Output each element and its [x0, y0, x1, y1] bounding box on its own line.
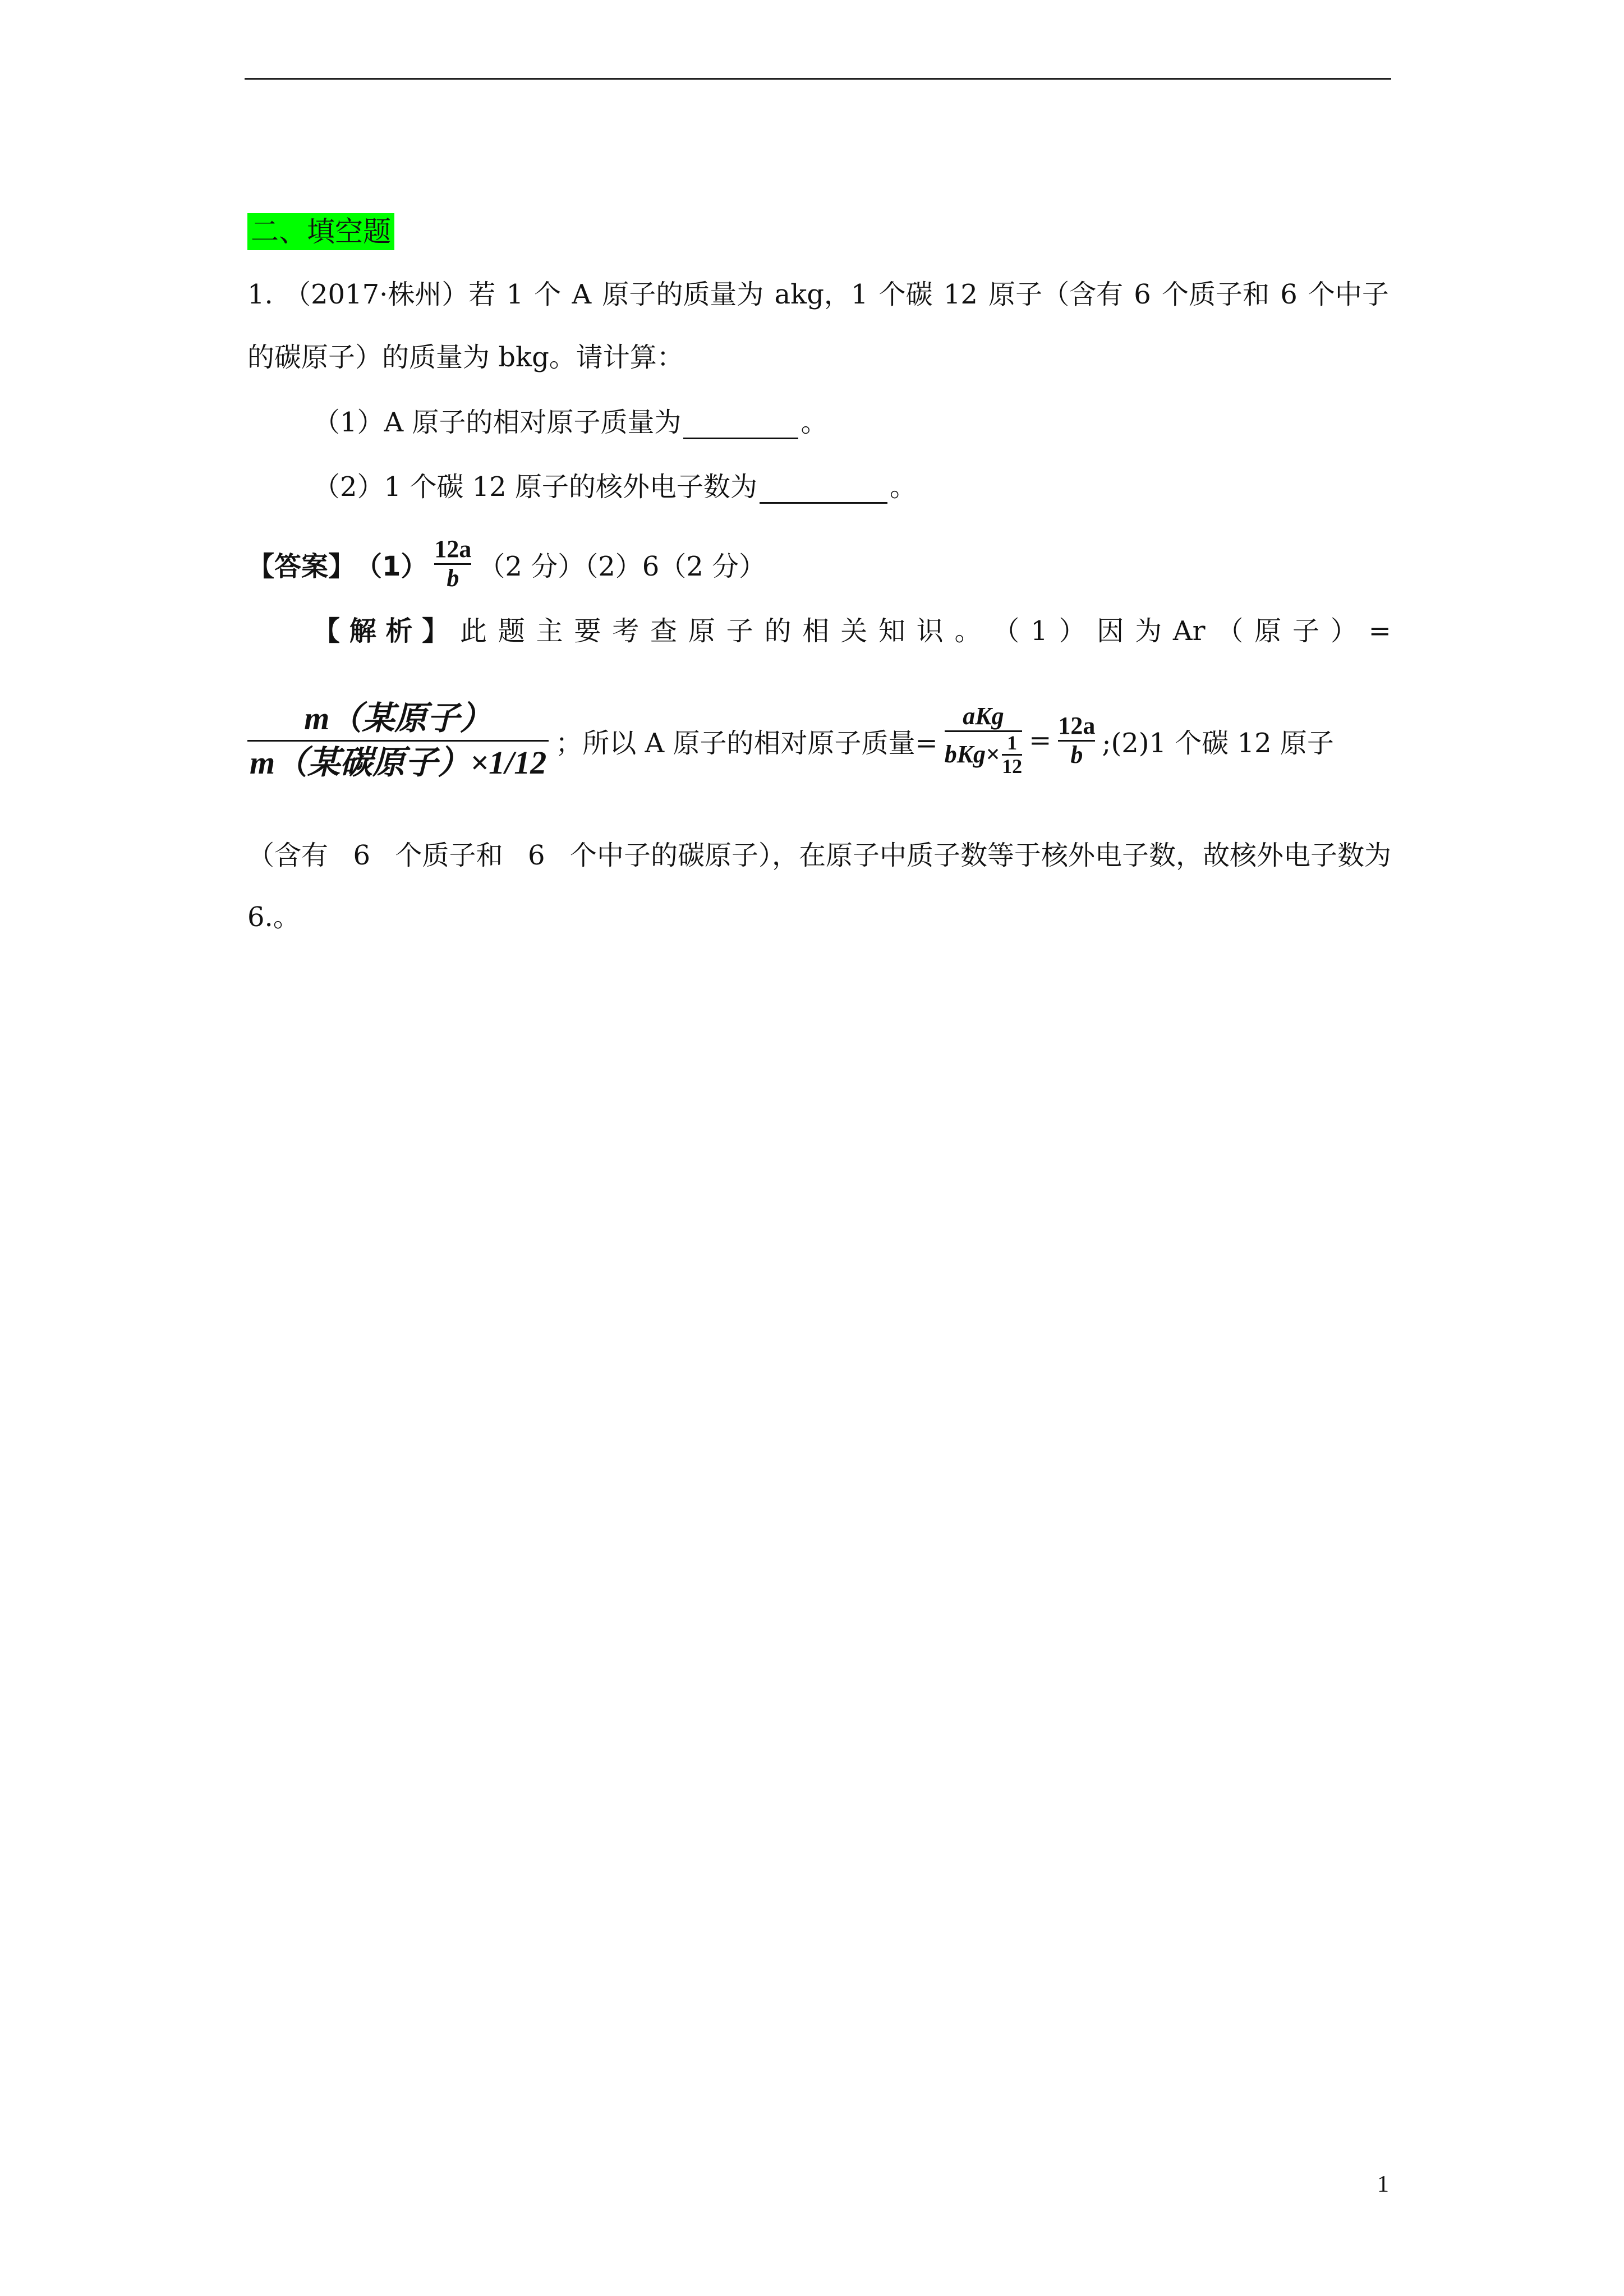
analysis-word: 6: [527, 840, 545, 871]
question-word: 个中子: [1308, 279, 1389, 310]
page-number: 1: [1377, 2171, 1389, 2197]
calculation-numerator: aKg: [963, 702, 1004, 730]
relative-mass-formula: [247, 697, 549, 784]
analysis-char: 因: [1097, 615, 1124, 647]
one-twelfth-fraction: [1002, 732, 1022, 778]
analysis-word: 个质子和: [395, 840, 503, 871]
question-word: （2017·株州）若: [283, 279, 496, 310]
analysis-char: 查: [650, 615, 678, 647]
equals-sign: =: [1029, 725, 1052, 756]
calculation-fraction: [945, 703, 1022, 778]
one-twelfth-numerator: 1: [1007, 731, 1018, 754]
analysis-word: （含有: [247, 840, 329, 871]
question-word: 12: [943, 279, 978, 310]
analysis-label: 【 解 析 】: [313, 615, 449, 647]
analysis-char: 题: [498, 615, 525, 647]
sub-question-2-end: 。: [889, 471, 917, 503]
analysis-tail-text: ;(2)1 个碳 12 原子: [1102, 727, 1334, 759]
analysis-char: ）: [1330, 615, 1358, 647]
result-fraction: [1058, 712, 1095, 769]
question-line-1: [247, 278, 1389, 311]
analysis-char: ）: [1059, 615, 1086, 647]
analysis-char: （: [1216, 615, 1244, 647]
answer-blank-1[interactable]: [683, 413, 798, 439]
question-word: 1: [506, 279, 524, 310]
question-word: 6: [1134, 279, 1151, 310]
analysis-line-1: [313, 611, 1391, 651]
analysis-char: 1: [1030, 615, 1048, 647]
sub-question-1: [313, 406, 827, 439]
answer-blank-2[interactable]: [760, 477, 887, 504]
answer-fraction: [434, 536, 471, 592]
question-word: 1.: [247, 279, 273, 310]
analysis-char: 关: [840, 615, 868, 647]
analysis-word: 6: [353, 840, 371, 871]
analysis-char: 原: [1254, 615, 1282, 647]
header-rule: [245, 78, 1391, 80]
analysis-char: Ar: [1172, 615, 1206, 647]
answer-rest: （2 分）（2）6（2 分）: [478, 550, 766, 582]
calculation-denominator: [945, 732, 1022, 778]
question-word: 6: [1280, 279, 1298, 310]
question-word: akg，1: [774, 279, 868, 310]
analysis-char: =: [1368, 615, 1391, 647]
analysis-char: 的: [764, 615, 792, 647]
sub-question-2-text: （2）1 个碳 12 原子的核外电子数为: [313, 471, 757, 503]
sub-question-1-end: 。: [801, 407, 828, 438]
formula-row: [247, 665, 1334, 816]
formula-denominator: m（某碳原子）×1/12: [250, 744, 547, 781]
answer-part-1: （1）: [355, 550, 428, 582]
question-word: A: [572, 279, 592, 310]
sub-question-1-text: （1）A 原子的相对原子质量为: [313, 407, 682, 438]
analysis-char: 考: [612, 615, 640, 647]
analysis-char: 识: [916, 615, 944, 647]
answer-fraction-denominator: b: [447, 564, 459, 592]
question-line-2: 的碳原子）的质量为 bkg。请计算：: [247, 342, 684, 373]
analysis-char: 子: [1292, 615, 1319, 647]
analysis-middle-text: ；所以 A 原子的相对原子质量=: [555, 727, 938, 759]
analysis-char: 知: [878, 615, 905, 647]
analysis-char: 子: [726, 615, 753, 647]
question-word: 个碳: [878, 279, 933, 310]
calculation-denominator-main: bKg×: [944, 740, 1000, 769]
section-title-highlighted: 二、填空题: [247, 213, 394, 250]
result-denominator: b: [1070, 740, 1083, 769]
answer-label: 【答案】: [247, 550, 356, 582]
analysis-char: （: [992, 615, 1020, 647]
analysis-line-3: [247, 836, 1391, 875]
answer-fraction-numerator: 12a: [434, 535, 472, 563]
answer-line: [247, 527, 766, 600]
question-word: 个质子和: [1162, 279, 1270, 310]
analysis-char: 要: [574, 615, 601, 647]
question-word: 个: [534, 279, 562, 310]
formula-numerator: m（某原子）: [304, 700, 493, 737]
result-numerator: 12a: [1058, 712, 1096, 740]
sub-question-2: [313, 470, 917, 504]
question-word: 原子的质量为: [602, 279, 764, 310]
analysis-word: 个中子的碳原子），在原子中质子数等于核外电子数，故核外电子数为: [569, 840, 1391, 871]
analysis-char: 主: [536, 615, 563, 647]
analysis-char: 此: [459, 615, 487, 647]
analysis-char: 相: [802, 615, 830, 647]
question-word: 原子（含有: [988, 279, 1124, 310]
analysis-line-4: 6.。: [247, 901, 300, 933]
analysis-char: 。: [954, 615, 982, 647]
analysis-char: 原: [688, 615, 715, 647]
analysis-char: 为: [1135, 615, 1162, 647]
one-twelfth-denominator: 12: [1002, 755, 1023, 778]
